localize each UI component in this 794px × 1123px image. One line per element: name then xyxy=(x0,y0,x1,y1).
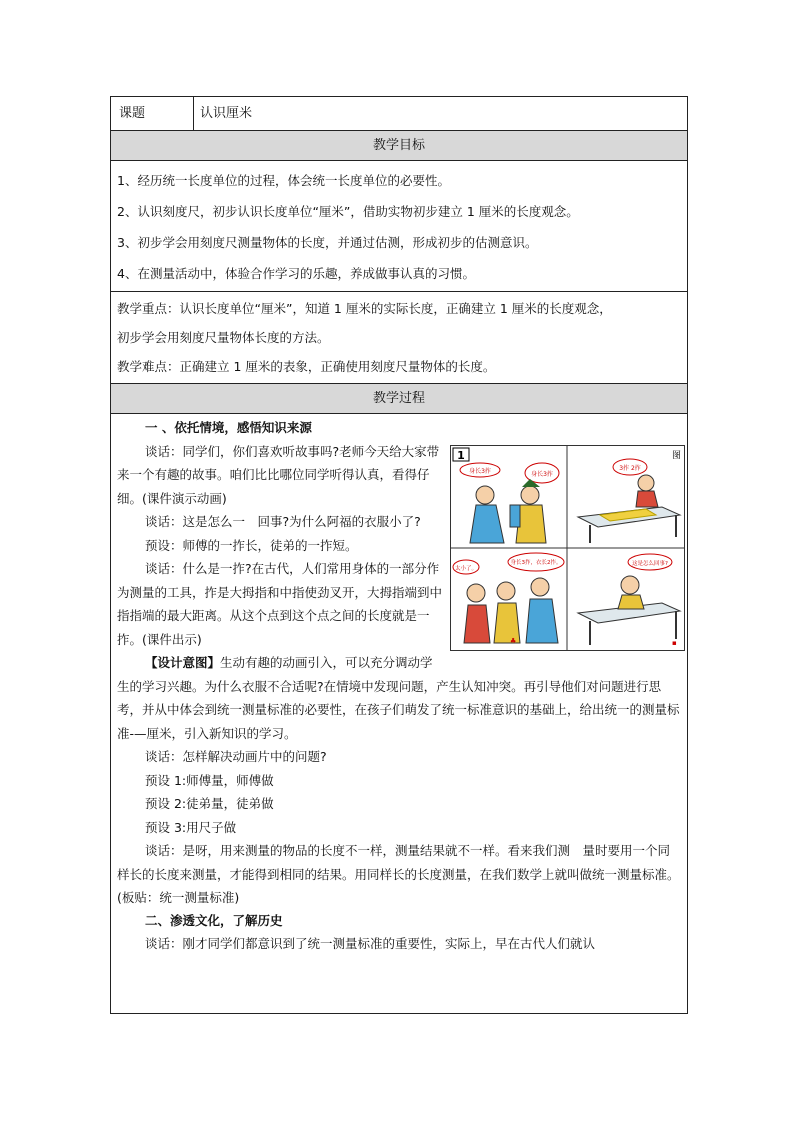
process-heading: 教学过程 xyxy=(111,384,688,414)
comic-illustration xyxy=(450,445,685,651)
dialogue-paragraph: 谈话：是呀，用来测量的物品的长度不一样，测量结果就不一样。看来我们测 量时要用一个同样长的长度来测量，才能得到相同的结果。用同样长的长度测量，在我们数学上就叫做统一测量标准。(板贴：统一测量标准) xyxy=(117,843,680,905)
design-intent-label: 【设计意图】 xyxy=(145,655,221,670)
svg-text:身长3拃: 身长3拃 xyxy=(469,467,491,475)
key-points xyxy=(111,292,688,384)
svg-text:太小了。: 太小了。 xyxy=(454,565,478,572)
svg-text:♣: ♣ xyxy=(510,636,517,645)
objectives-list xyxy=(111,161,688,292)
lesson-plan-table xyxy=(110,96,688,1014)
design-intent-paragraph xyxy=(117,651,681,745)
comic-tag: 图 xyxy=(672,450,682,461)
dialogue-paragraph: 谈话：刚才同学们都意识到了统一测量标准的重要性，实际上，早在古代人们就认 xyxy=(145,935,596,951)
objective-item: 2、认识刻度尺，初步认识长度单位“厘米”，借助实物初步建立 1 厘米的长度观念。 xyxy=(117,204,579,219)
key-point-line: 初步学会用刻度尺量物体长度的方法。 xyxy=(117,330,330,345)
difficult-point: 教学难点：正确建立 1 厘米的表象，正确使用刻度尺量物体的长度。 xyxy=(117,359,496,374)
dialogue-paragraph: 谈话：同学们，你们喜欢听故事吗?老师今天给大家带来一个有趣的故事。咱们比比哪位同学听得认真，看得仔细。(课件演示动画) xyxy=(117,443,440,506)
objective-item: 1、经历统一长度单位的过程，体会统一长度单位的必要性。 xyxy=(117,173,450,188)
svg-text:身长3拃: 身长3拃 xyxy=(531,470,553,478)
section-heading: 二、渗透文化，了解历史 xyxy=(145,912,283,928)
lesson-plan-page xyxy=(110,96,688,1014)
preset-answer: 预设 3:用尺子做 xyxy=(145,819,237,835)
topic-title: 认识厘米 xyxy=(194,97,688,131)
dialogue-paragraph: 预设：师傅的一拃长，徒弟的一拃短。 xyxy=(145,537,358,553)
svg-text:这是怎么回事?: 这是怎么回事? xyxy=(632,560,668,567)
objectives-heading: 教学目标 xyxy=(111,131,688,161)
objective-item: 3、初步学会用刻度尺测量物体的长度，并通过估测，形成初步的估测意识。 xyxy=(117,235,538,250)
section-heading: 一 、依托情境，感悟知识来源 xyxy=(145,420,312,435)
dialogue-paragraph: 谈话：什么是一拃?在古代，人们常用身体的一部分作为测量的工具，拃是大拇指和中指使劲叉开，大拇指端到中指指端的最大距离。从这个点到这个点之间的长度就是一拃。(课件出示) xyxy=(117,561,443,647)
key-point-line: 教学重点：认识长度单位“厘米”，知道 1 厘米的实际长度，正确建立 1 厘米的长度观念， xyxy=(117,301,612,316)
dialogue-paragraph: 谈话：怎样解决动画片中的问题? xyxy=(145,749,327,764)
preset-answer: 预设 2:徒弟量，徒弟做 xyxy=(145,796,274,811)
topic-label: 课题 xyxy=(111,97,194,131)
dialogue-paragraph: 谈话：这是怎么一 回事?为什么阿福的衣服小了? xyxy=(145,514,421,529)
process-body xyxy=(111,414,688,1014)
preset-answer: 预设 1:师傅量，师傅做 xyxy=(145,772,274,788)
design-intent-text: 生动有趣的动画引入，可以充分调动学生的学习兴趣。为什么衣服不合适呢?在情境中发现问题，产生认知冲突。再引导他们对问题进行思考，并从中体会到统一测量标准的必要性，在孩子们萌发了统一标准意识的基础上，给出统一的测量标准-—厘米，引入新知识的学习。 xyxy=(117,655,680,741)
svg-text:3拃 2拃: 3拃 2拃 xyxy=(619,464,641,472)
svg-text:身长3拃，衣长2拃。: 身长3拃，衣长2拃。 xyxy=(510,559,562,566)
comic-panel-number: 1 xyxy=(457,448,465,462)
objective-item: 4、在测量活动中，体验合作学习的乐趣，养成做事认真的习惯。 xyxy=(117,266,475,281)
svg-text:▪: ▪ xyxy=(672,638,677,647)
